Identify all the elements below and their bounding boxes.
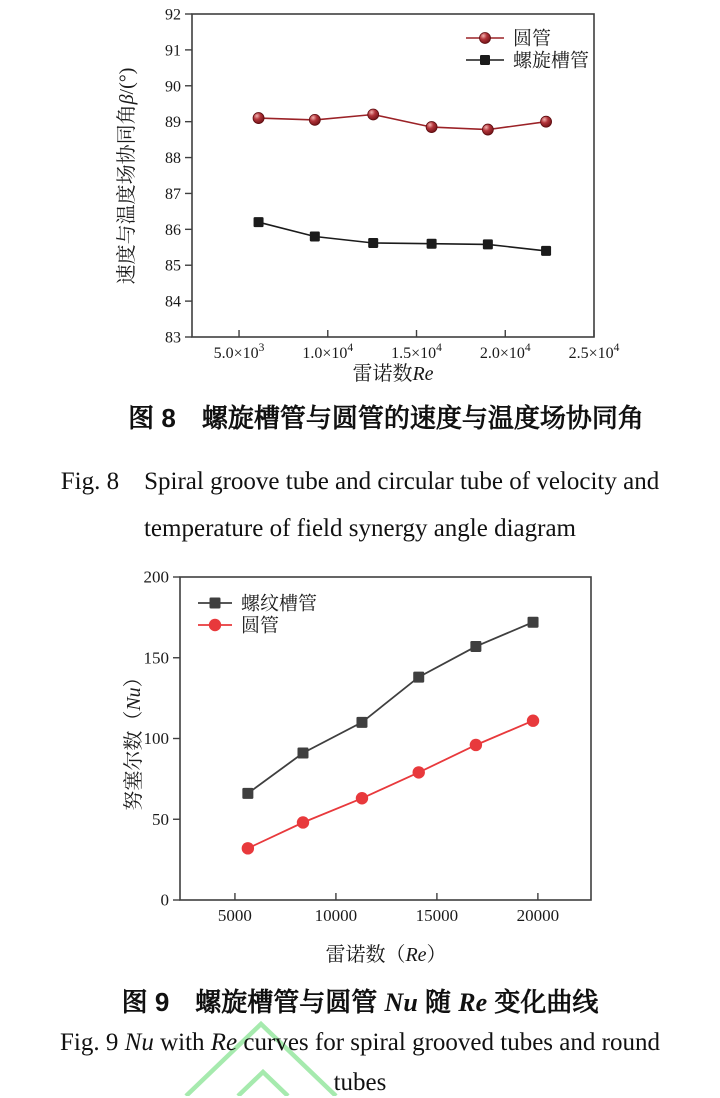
tick-label: 87 — [165, 185, 181, 203]
caption-italic-part: Nu — [384, 988, 418, 1017]
y-axis-title: 努塞尔数（Nu） — [123, 667, 145, 811]
tick-label: $2.5\times 10^4$ — [568, 342, 620, 362]
tick-label: 90 — [165, 78, 181, 96]
caption-italic-part: Nu — [124, 1029, 154, 1056]
tick-label: 100 — [143, 729, 169, 748]
y-axis-title: 速度与温度场协同角β/(°) — [116, 67, 138, 285]
caption-text-part: with — [153, 1029, 211, 1056]
tick-label: 89 — [165, 114, 181, 132]
fig8-caption-en-line2: temperature of field synergy angle diagram — [143, 515, 576, 542]
caption-text-part: 变化曲线 — [487, 987, 599, 1017]
tick-label: 50 — [152, 809, 169, 829]
tick-label: 5000 — [217, 906, 252, 925]
tick-label: 83 — [165, 329, 181, 347]
caption-text-part: 图 9 螺旋槽管与圆管 — [121, 987, 385, 1017]
watermark-inner-chevron — [238, 1072, 288, 1096]
x-axis-title: 雷诺数Re — [352, 363, 434, 385]
tick-label: $1.0\times 10^4$ — [302, 342, 354, 362]
tick-label: 20000 — [516, 906, 560, 925]
fig8-caption-en-line1: Fig. 8 Spiral groove tube and circular tube of velocity and — [60, 468, 660, 495]
caption-text-part: Fig. 9 — [60, 1029, 125, 1056]
watermark-outer-chevron — [186, 1024, 336, 1096]
tick-label: 200 — [143, 567, 169, 587]
legend-label: 螺旋槽管 — [513, 50, 590, 72]
tick-label: 85 — [165, 257, 181, 275]
tick-label: 84 — [165, 293, 181, 311]
tick-label: $5.0\times 10^3$ — [213, 342, 265, 362]
tick-label: 88 — [165, 150, 181, 168]
tick-label: 15000 — [415, 906, 459, 925]
tick-label: 0 — [160, 890, 169, 910]
tick-label: $1.5\times 10^4$ — [391, 342, 442, 362]
tick-label: 91 — [165, 42, 181, 60]
tick-label: 92 — [165, 6, 181, 24]
fig9-caption-en-line2: tubes — [333, 1069, 387, 1096]
x-axis-title: 雷诺数（Re） — [325, 944, 447, 966]
caption-italic-part: Re — [210, 1029, 238, 1056]
legend-label: 圆管 — [513, 28, 552, 50]
caption-text-part: 随 — [417, 987, 459, 1017]
caption-text-part: curves for spiral grooved tubes and round — [237, 1029, 660, 1056]
fig8-caption-zh: 图 8 螺旋槽管与圆管的速度与温度场协同角 — [128, 403, 644, 433]
caption-italic-part: Re — [458, 988, 488, 1017]
tick-label: 10000 — [314, 906, 358, 925]
tick-label: $2.0\times 10^4$ — [479, 342, 531, 362]
tick-label: 86 — [165, 221, 181, 239]
legend-label: 螺纹槽管 — [241, 593, 318, 615]
tick-label: 150 — [143, 648, 169, 668]
legend-label: 圆管 — [241, 615, 280, 637]
